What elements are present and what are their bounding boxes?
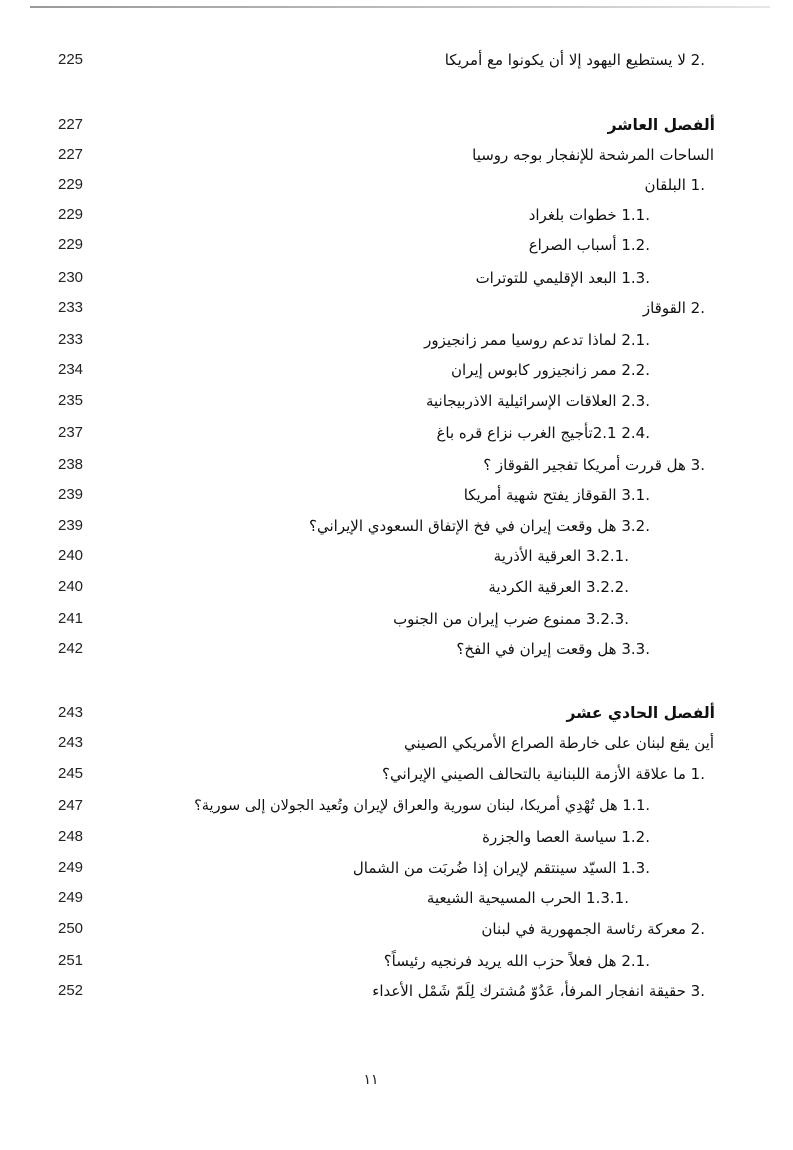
toc-entry — [0, 140, 793, 170]
toc-page-number: 233 — [58, 331, 84, 348]
toc-page-number: 243 — [58, 734, 84, 751]
toc-entry-title: .2 لا يستطيع اليهود إلا أن يكونوا مع أمريكا — [444, 51, 705, 69]
toc-page-number: 245 — [58, 765, 84, 782]
chapter-heading: ألفصل الحادي عشر — [566, 704, 715, 722]
toc-page-number: 241 — [58, 610, 84, 627]
page-number: ١١ — [363, 1072, 379, 1088]
toc-entry-title: .1.1 هل تُهْدِي أمريكا، لبنان سورية والعراق لإيران وتُعيد الجولان إلى سورية؟ — [194, 798, 650, 814]
toc-entry-title: .3.2 هل وقعت إيران في فخ الإتفاق السعودي الإيراني؟ — [309, 517, 650, 535]
toc-entry — [0, 45, 793, 75]
toc-entry — [0, 853, 793, 883]
toc-page-number: 248 — [58, 828, 84, 845]
toc-entry-title: .3.2.1 العرقية الأذرية — [493, 547, 629, 565]
toc-entry — [0, 883, 793, 913]
toc-entry — [0, 230, 793, 260]
toc-page-number: 230 — [58, 269, 84, 286]
toc-entry-title: .2.2 ممر زانجيزور كابوس إيران — [450, 361, 650, 379]
toc-page-number: 225 — [58, 51, 84, 68]
toc-page-number: 233 — [58, 299, 84, 316]
toc-page-number: 250 — [58, 920, 84, 937]
toc-entry — [0, 946, 793, 976]
toc-entry-title: .1.1 خطوات بلغراد — [528, 206, 650, 224]
toc-page-number: 227 — [58, 116, 84, 133]
chapter-heading: ألفصل العاشر — [607, 116, 715, 134]
toc-entry — [0, 355, 793, 385]
toc-page-number: 227 — [58, 146, 84, 163]
toc-entry-title: .2 القوقاز — [642, 299, 705, 317]
toc-entry-title: .3 هل قررت أمريكا تفجير القوقاز ؟ — [483, 456, 705, 474]
toc-page-number: 240 — [58, 578, 84, 595]
toc-entry-title: .1.3 السيّد سينتقم لإيران إذا ضُربَت من الشمال — [352, 859, 650, 877]
toc-page-number: 247 — [58, 797, 84, 814]
toc-page-number: 239 — [58, 517, 84, 534]
toc-page-number: 240 — [58, 547, 84, 564]
toc-entry-title: .2.1 هل فعلاً حزب الله يريد فرنجيه رئيساً؟ — [383, 952, 650, 970]
toc-entry — [0, 386, 793, 416]
toc-page-number: 237 — [58, 424, 84, 441]
toc-page-number: 238 — [58, 456, 84, 473]
toc-entry — [0, 572, 793, 602]
chapter-title: الساحات المرشحة للإنفجار بوجه روسيا — [472, 146, 714, 164]
toc-entry — [0, 604, 793, 634]
toc-page-number: 242 — [58, 640, 84, 657]
toc-entry — [0, 976, 793, 1006]
toc-entry — [0, 541, 793, 571]
toc-entry-title: .2.4 2.1تأجيج الغرب نزاع قره باغ — [436, 424, 650, 442]
toc-entry — [0, 759, 793, 789]
toc-entry-title: .1.2 سياسة العصا والجزرة — [482, 828, 650, 846]
toc-entry-title: .2.1 لماذا تدعم روسيا ممر زانجيزور — [424, 331, 650, 349]
toc-entry-title: .1.3 البعد الإقليمي للتوترات — [475, 269, 650, 287]
toc-entry — [0, 511, 793, 541]
toc-entry-title: .3.1 القوقاز يفتح شهية أمريكا — [463, 486, 650, 504]
toc-entry — [0, 450, 793, 480]
toc-page-number: 249 — [58, 859, 84, 876]
toc-entry — [0, 634, 793, 664]
toc-entry — [0, 791, 793, 821]
toc-entry — [0, 170, 793, 200]
toc-page-number: 229 — [58, 176, 84, 193]
toc-entry — [0, 480, 793, 510]
toc-entry — [0, 325, 793, 355]
toc-entry-title: .1.3.1 الحرب المسيحية الشيعية — [426, 889, 629, 907]
toc-entry-title: .3.2.3 ممنوع ضرب إيران من الجنوب — [393, 610, 629, 628]
toc-page-number: 229 — [58, 206, 84, 223]
toc-entry-title: .2 معركة رئاسة الجمهورية في لبنان — [481, 920, 705, 938]
toc-entry-title: .1 ما علاقة الأزمة اللبنانية بالتحالف الصيني الإيراني؟ — [381, 765, 705, 783]
toc-entry — [0, 263, 793, 293]
toc-page-number: 252 — [58, 982, 84, 999]
toc-entry-title: .3.3 هل وقعت إيران في الفخ؟ — [456, 640, 650, 658]
toc-entry — [0, 822, 793, 852]
toc-entry — [0, 728, 793, 758]
chapter-heading-row — [0, 698, 793, 728]
toc-page-number: 229 — [58, 236, 84, 253]
chapter-heading-row — [0, 110, 793, 140]
toc-entry-title: .3 حقيقة انفجار المرفأ، عَدُوّ مُشترك لِلَمّ شَمْل الأعداء — [372, 982, 705, 1000]
toc-entry-title: .2.3 العلاقات الإسرائيلية الاذربيجانية — [425, 392, 650, 410]
chapter-title: أين يقع لبنان على خارطة الصراع الأمريكي الصيني — [403, 734, 714, 752]
toc-page-number: 243 — [58, 704, 84, 721]
toc-entry-title: .1.2 أسباب الصراع — [528, 236, 650, 254]
toc-page-number: 234 — [58, 361, 84, 378]
toc-page-number: 251 — [58, 952, 84, 969]
toc-entry — [0, 418, 793, 448]
toc-page-number: 239 — [58, 486, 84, 503]
toc-entry — [0, 200, 793, 230]
toc-page-number: 235 — [58, 392, 84, 409]
toc-page-number: 249 — [58, 889, 84, 906]
toc-entry — [0, 293, 793, 323]
toc-entry-title: .1 البلقان — [644, 176, 705, 194]
toc-entry — [0, 914, 793, 944]
toc-entry-title: .3.2.2 العرقية الكردية — [488, 578, 629, 596]
